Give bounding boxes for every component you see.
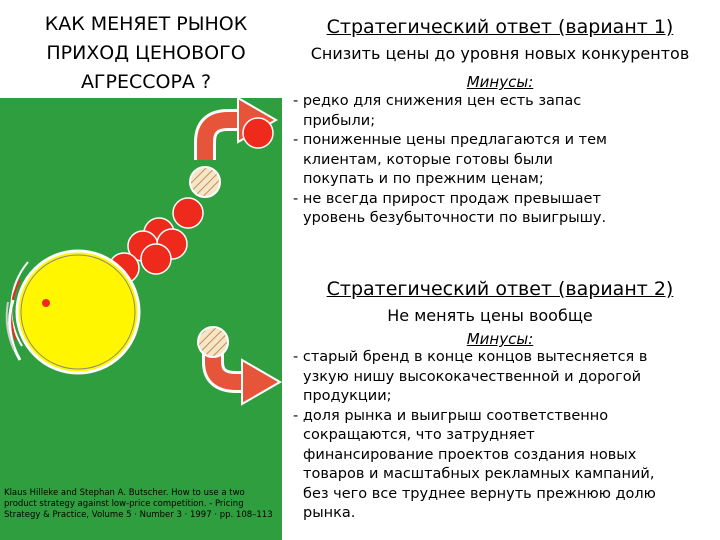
red-circle	[173, 198, 203, 228]
option2-heading: Стратегический ответ (вариант 2)	[326, 278, 674, 300]
citation: Klaus Hilleke and Stephan A. Butscher. How to use a two product strategy against low-price competition. - Pricing Strategy & Practice, Volume 5 · Number 3 · 1997 · pp. 108–113	[4, 488, 273, 520]
list-item: - доля рынка и выигрыш соответственно сокращаются, что затрудняет финансирование проектов создания новых товаров и масштабных рекламных кампаний, без чего все труднее вернуть прежнюю долю рынка.	[293, 407, 656, 521]
list-item: - пониженные цены предлагаются и тем клиентам, которые готовы были покупать и по прежним ценам;	[293, 132, 607, 187]
hatched-circle-lower	[198, 327, 228, 357]
list-item: - редко для снижения цен есть запас прибыли;	[293, 93, 582, 129]
list-item: - не всегда прирост продаж превышает уровень безубыточности по выигрышу.	[293, 190, 607, 226]
page-title: КАК МЕНЯЕТ РЫНОК ПРИХОД ЦЕНОВОГО АГРЕССОРА ?	[44, 13, 248, 93]
option2-list	[283, 348, 658, 524]
red-circle	[243, 118, 273, 148]
option2-subtitle: Не менять цены вообще	[387, 306, 593, 325]
option1-minus-label: Минусы:	[466, 73, 534, 91]
option1-heading: Стратегический ответ (вариант 1)	[326, 16, 674, 38]
hatched-circle-upper	[190, 167, 220, 197]
option1-list	[283, 92, 628, 229]
red-circles	[109, 118, 273, 283]
yellow-market-circle	[7, 251, 139, 373]
red-circle	[141, 244, 171, 274]
option1-subtitle: Снизить цены до уровня новых конкурентов	[310, 44, 690, 63]
list-item: - старый бренд в конце концов вытесняется в узкую нишу высококачественной и дорогой продукции;	[293, 349, 648, 404]
option2-minus-label: Минусы:	[466, 330, 534, 348]
